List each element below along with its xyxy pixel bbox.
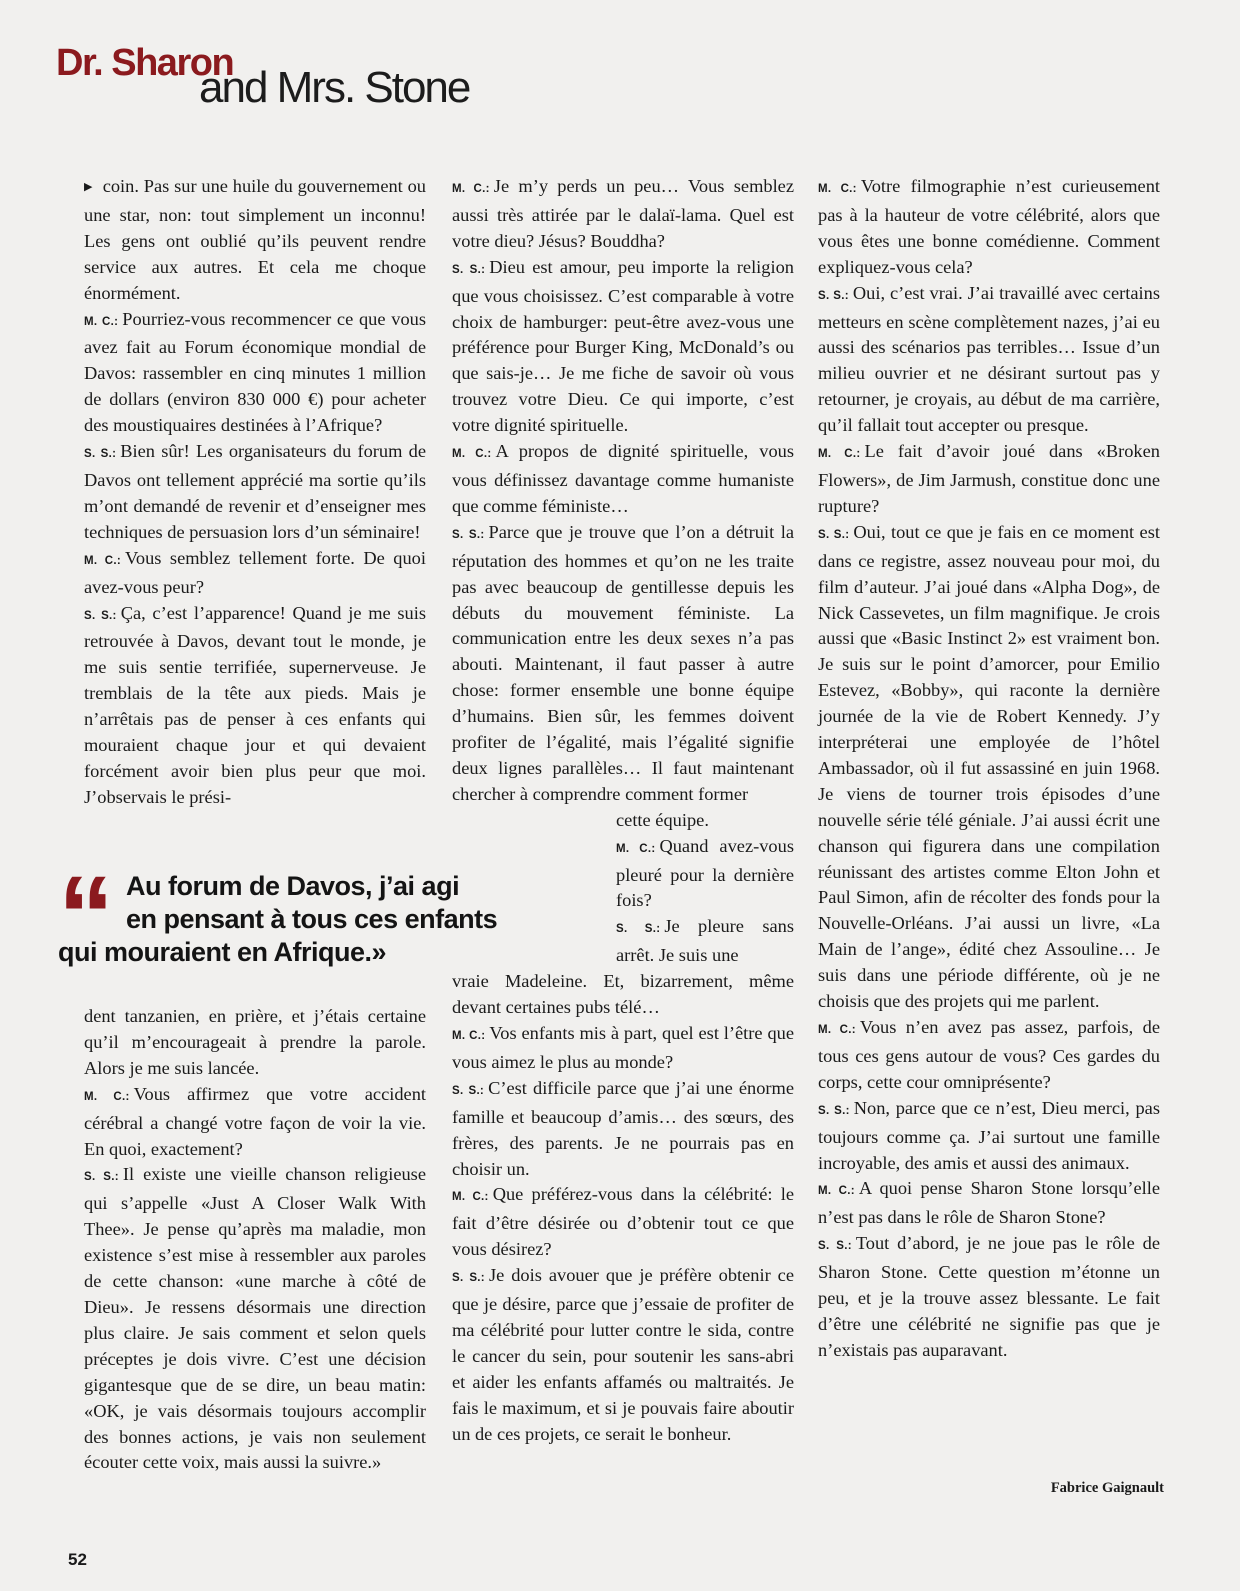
paragraph: S. S.: Oui, tout ce que je fais en ce moment est dans ce registre, assez nouveau pour moi, du film d’auteur. J’ai joué dans «Alpha Dog», de Nick Cassevetes, un film magnifique. Je crois aussi que «Basic Instinct 2» est vraiment bon. Je suis sur le point d’amorcer, pour Emilio Estevez, «Bobby», qui raconte la dernière journée de la vie de Robert Kennedy. J’y interpréterai une employée de l’hôtel Ambassador, où il fut assassiné en juin 1968. Je viens de tourner trois épisodes d’une nouvelle série télé géniale. J’ai aussi écrit une chanson qui figurera dans une compilation réunissant des artistes comme Elton John et Paul Simon, afin de récolter des fonds pour la Nouvelle-Orléans. J’ai aussi un livre, «La Main de l’ange», édité chez Assouline… Je suis dans une période différente, où je ne choisis que des projets qui me parlent. — [818, 521, 1160, 1012]
speaker-label: S. S.: — [818, 289, 849, 302]
speaker-label: S. S.: — [818, 1240, 852, 1253]
paragraph: M. C.: Vous n’en avez pas assez, parfois, de tous ces gens autour de vous? Ces gardes du corps, cette cour omniprésente? — [818, 1017, 1161, 1092]
paragraph: M. C.: Vous affirmez que votre accident cérébral a changé votre façon de voir la vie. En quoi, exactement? — [84, 1083, 426, 1159]
speaker-label: M. C.: — [818, 1185, 855, 1198]
paragraph: M. C.: Que préférez-vous dans la célébrité: le fait d’être désirée ou d’obtenir tout ce que vous désirez? — [452, 1184, 794, 1260]
speaker-label: S. S.: — [452, 1084, 485, 1097]
speaker-label: M. C.: — [84, 554, 121, 567]
indented-block — [616, 808, 794, 969]
speaker-label: S. S.: — [452, 1272, 485, 1285]
paragraph: S. S.: Ça, c’est l’apparence! Quand je me suis retrouvée à Davos, devant tout le monde, je me suis sentie terrifiée, supernerveuse. Je tremblais de la tête aux pieds. Mais je n’arrêtais pas de penser à ces enfants qui mouraient chaque jour et qui devaient forcément avoir bien plus peur que moi. J’observais le prési- — [84, 602, 426, 807]
pull-quote-line: Au forum de Davos, j’ai agi — [126, 871, 460, 901]
column-1 — [84, 174, 426, 811]
speaker-label: M. C.: — [452, 448, 492, 461]
speaker-label: M. C.: — [84, 1090, 130, 1103]
title-part1: Dr. Sharon — [56, 42, 234, 84]
article-title — [56, 44, 469, 110]
paragraph: M. C.: Votre filmographie n’est curieusement pas à la hauteur de votre célébrité, alors que vous êtes une bonne comédienne. Comment expliquez-vous cela? — [818, 176, 1160, 277]
pull-quote-line: en pensant à tous ces enfants — [126, 904, 498, 934]
speaker-label: S. S.: — [84, 609, 117, 622]
speaker-label: M. C.: — [818, 448, 861, 461]
paragraph: M. C.: Je m’y perds un peu… Vous semblez aussi très attirée par le dalaï-lama. Quel est votre dieu? Jésus? Bouddha? — [452, 176, 794, 251]
column-1-continued — [84, 1004, 426, 1476]
paragraph: M. C.: A propos de dignité spirituelle, vous vous définissez davantage comme humaniste que comme féministe… — [452, 441, 794, 516]
speaker-label: M. C.: — [452, 1030, 486, 1042]
speaker-label: S. S.: — [84, 448, 117, 461]
paragraph: M. C.: Le fait d’avoir joué dans «Broken Flowers», de Jim Jarmush, constitue donc une rupture? — [818, 441, 1160, 516]
paragraph: M. C.: Vos enfants mis à part, quel est l’être que vous aimez le plus au monde? — [452, 1023, 794, 1072]
open-quote-icon: “ — [58, 853, 106, 978]
speaker-label: S. S.: — [452, 263, 486, 276]
speaker-label: M. C.: — [452, 1191, 489, 1204]
column-2 — [452, 174, 794, 1448]
paragraph: M. C.: Quand avez-vous pleuré pour la dernière fois? — [616, 835, 794, 911]
paragraph: S. S.: Oui, c’est vrai. J’ai travaillé avec certains metteurs en scène complètement nazes, j’ai eu aussi des scénarios pas terribles… Issue d’un milieu ouvrier et ne désirant surtout pas y retourner, je croyais, au début de ma carrière, qu’il fallait tout accepter ou presque. — [818, 282, 1160, 436]
pull-quote-line: qui mouraient en Afrique.» — [58, 937, 387, 967]
column-3 — [818, 174, 1160, 1364]
speaker-label: M. C.: — [818, 1024, 856, 1036]
paragraph: cette équipe. — [616, 809, 709, 830]
paragraph: S. S.: Je dois avouer que je préfère obtenir ce que je désire, parce que j’essaie de profiter de ma célébrité pour lutter contre le sida, contre le cancer du sein, pour soutenir les sans-abri et aider les enfants affamés ou maltraités. Je fais le maximum, et si je pouvais faire aboutir un de ces projets, ce serait le bonheur. — [452, 1265, 795, 1444]
paragraph: S. S.: Tout d’abord, je ne joue pas le rôle de Sharon Stone. Cette question m’étonne un peu, et je la trouve assez blessante. Le fait d’être une célébrité ne signifie pas que je n’existais pas auparavant. — [818, 1233, 1160, 1360]
paragraph: S. S.: Dieu est amour, peu importe la religion que vous choisissez. C’est comparable à votre choix de hamburger: peut-être avez-vous une préférence pour Burger King, McDonald’s ou que sais-je… Je me fiche de savoir où vous trouvez votre Dieu. Ce qui importe, c’est votre dignité spirituelle. — [452, 256, 794, 436]
paragraph: ▶ coin. Pas sur une huile du gouvernement ou une star, non: tout simplement un inconnu! Les gens ont oublié qu’ils peuvent rendre service aux autres. Et cela me choque énormément. — [84, 176, 426, 303]
speaker-label: M. C.: — [616, 842, 656, 855]
paragraph: S. S.: Non, parce que ce n’est, Dieu merci, pas toujours comme ça. J’ai surtout une famille incroyable, des amis et aussi des animaux. — [818, 1097, 1160, 1173]
right-triangle-icon: ▶ — [84, 181, 93, 193]
byline: Fabrice Gaignault — [1050, 1480, 1164, 1496]
paragraph: M. C.: Vous semblez tellement forte. De quoi avez-vous peur? — [84, 547, 426, 597]
page-number: 52 — [68, 1550, 87, 1569]
paragraph: S. S.: Je pleure sans arrêt. Je suis une — [616, 916, 794, 966]
speaker-label: S. S.: — [818, 528, 850, 541]
paragraph: vraie Madeleine. Et, bizarrement, même devant certaines pubs télé… — [452, 971, 794, 1018]
paragraph: M. C.: Pourriez-vous recommencer ce que vous avez fait au Forum économique mondial de Davos: rassembler en cinq minutes 1 million de dollars (environ 830 000 €) pour acheter des moustiquaires destinées à l’Afrique? — [84, 308, 426, 436]
speaker-label: M. C.: — [452, 183, 490, 195]
paragraph: dent tanzanien, en prière, et j’étais certaine qu’il m’encourageait à prendre la parole. Alors je me suis lancée. — [84, 1006, 426, 1078]
speaker-label: S. S.: — [84, 1171, 119, 1184]
paragraph: S. S.: Parce que je trouve que l’on a détruit la réputation des hommes et qu’on ne les traite pas avec beaucoup de gentillesse depuis les débuts du mouvement féministe. La communication entre les deux sexes n’a pas abouti. Maintenant, il faut passer à autre chose: former ensemble une bonne équipe d’humains. Bien sûr, les femmes doivent profiter de l’égalité, mais l’égalité signifie deux lignes parallèles… Il faut maintenant chercher à comprendre comment former — [452, 521, 794, 804]
paragraph: S. S.: Il existe une vieille chanson religieuse qui s’appelle «Just A Closer Walk With Thee». Je pense qu’après ma maladie, mon existence s’est mise à ressembler aux paroles de cette chanson: «une marche à côté de Dieu». Je ressens désormais une direction plus claire. Je sais comment et selon quels préceptes je dois vivre. C’est une décision gigantesque que de se dire, un beau matin: «OK, je vais désormais toujours accomplir des bonnes actions, je vais non seulement écouter cette voix, mais aussi la suivre.» — [84, 1164, 426, 1473]
speaker-label: M. C.: — [818, 183, 857, 195]
speaker-label: S. S.: — [818, 1104, 850, 1117]
speaker-label: M. C.: — [84, 315, 119, 328]
paragraph: S. S.: C’est difficile parce que j’ai une énorme famille et beaucoup d’amis… des sœurs, des frères, des parents. Je ne pourrais pas en choisir un. — [452, 1077, 794, 1179]
speaker-label: S. S.: — [616, 923, 661, 936]
paragraph: S. S.: Bien sûr! Les organisateurs du forum de Davos ont tellement apprécié ma sortie qu’ils m’ont demandé de revenir et d’enseigner mes techniques de persuasion lors d’un séminaire! — [84, 441, 427, 542]
speaker-label: S. S.: — [452, 528, 485, 541]
paragraph: M. C.: A quoi pense Sharon Stone lorsqu’elle n’est pas dans le rôle de Sharon Stone? — [818, 1178, 1160, 1228]
title-part2: and Mrs. Stone — [199, 63, 470, 112]
